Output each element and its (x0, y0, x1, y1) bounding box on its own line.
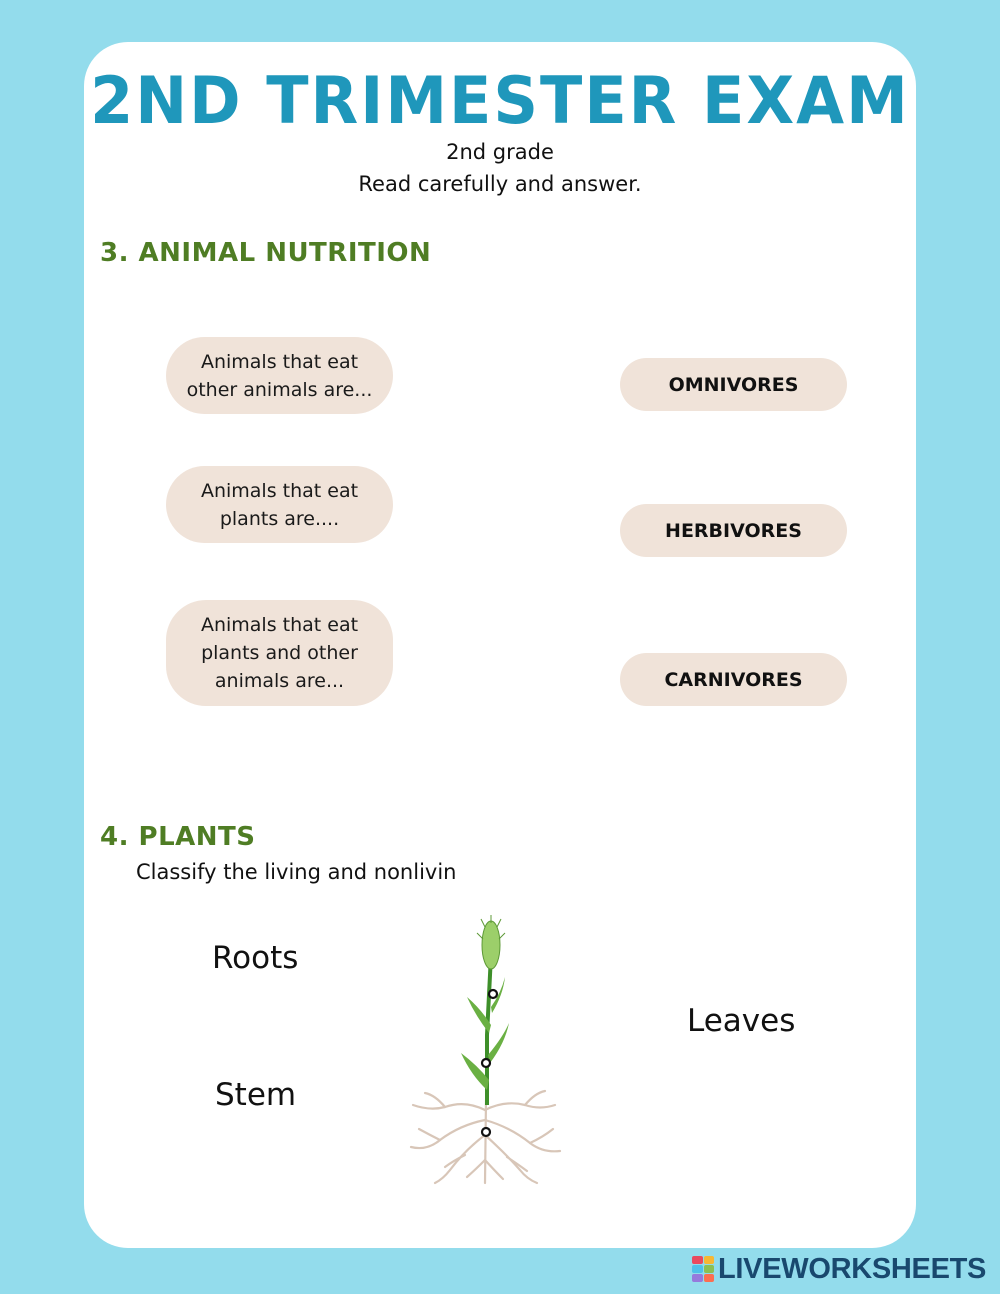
question-pill-1: Animals that eat other animals are... (166, 337, 393, 414)
answer-pill-herbivores[interactable]: HERBIVORES (620, 504, 847, 557)
question-pill-2: Animals that eat plants are.... (166, 466, 393, 543)
plants-instruction: Classify the living and nonlivin (136, 860, 457, 884)
section-heading-plants: 4. PLANTS (100, 822, 256, 852)
section-heading-animal-nutrition: 3. ANIMAL NUTRITION (100, 238, 432, 268)
answer-pill-carnivores[interactable]: CARNIVORES (620, 653, 847, 706)
question-pill-3: Animals that eat plants and other animals are... (166, 600, 393, 706)
label-roots[interactable]: Roots (212, 940, 299, 976)
brand-icon (692, 1256, 714, 1282)
label-stem[interactable]: Stem (215, 1077, 297, 1113)
marker-stem (482, 1059, 490, 1067)
label-leaves[interactable]: Leaves (687, 1003, 796, 1039)
grade-label: 2nd grade (446, 140, 554, 164)
brand-name: LIVEWORKSHEETS (718, 1252, 987, 1285)
page-title: 2ND TRIMESTER EXAM (90, 62, 910, 139)
plant-illustration (405, 915, 565, 1190)
grain-ear-drawing (477, 915, 505, 969)
marker-roots (482, 1128, 490, 1136)
brand-logo (692, 1253, 986, 1285)
instruction-text: Read carefully and answer. (358, 172, 642, 196)
answer-pill-omnivores[interactable]: OMNIVORES (620, 358, 847, 411)
marker-leaves (489, 990, 497, 998)
